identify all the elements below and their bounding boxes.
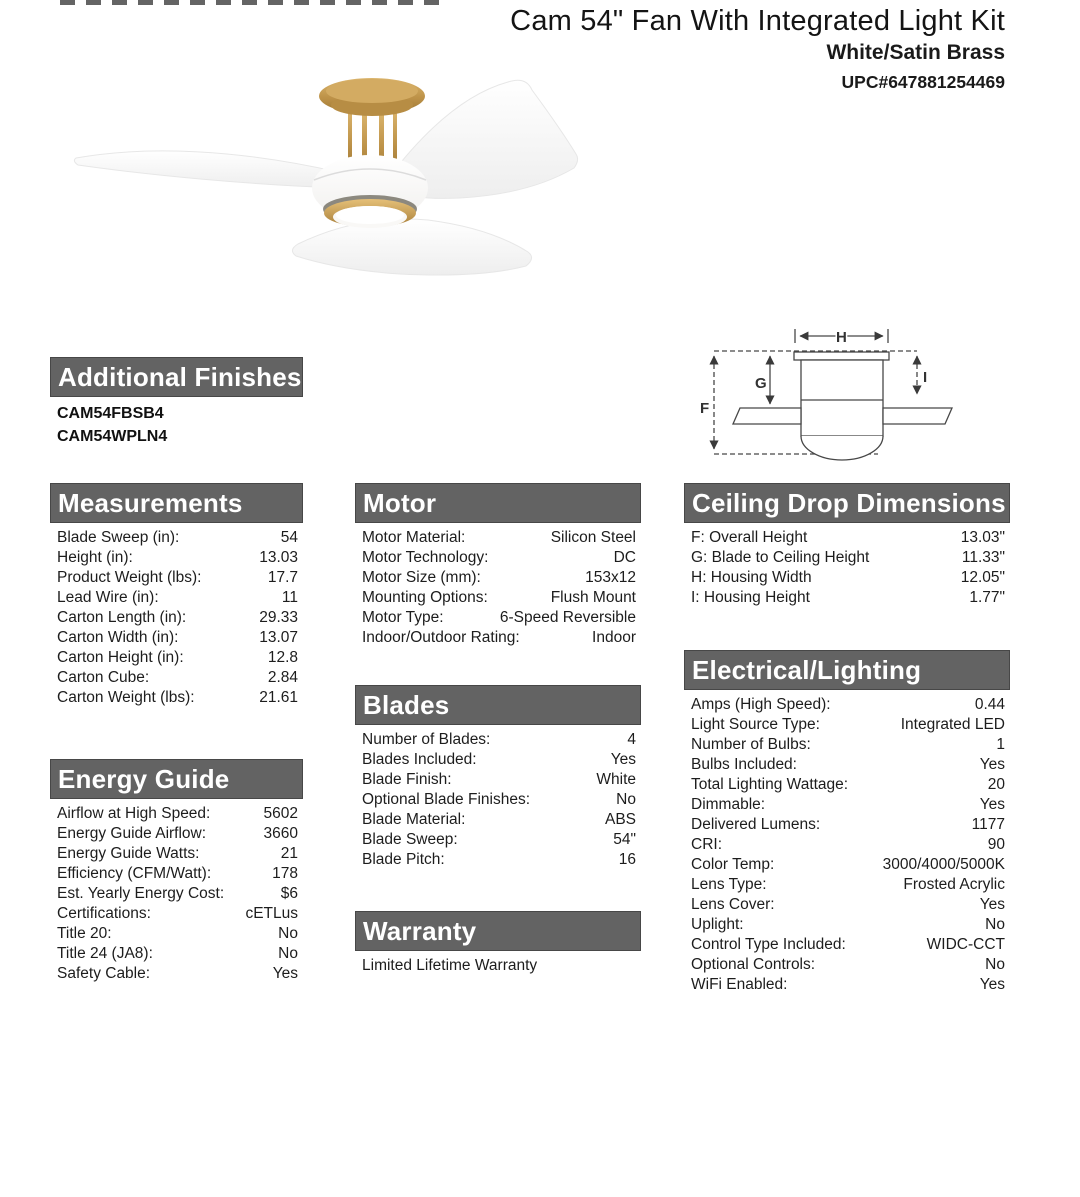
diagram-label-i: I bbox=[923, 369, 928, 386]
spec-value: 29.33 bbox=[259, 609, 298, 626]
section-header-measurements bbox=[50, 483, 303, 523]
spec-value: 11 bbox=[281, 589, 298, 606]
spec-row bbox=[57, 648, 298, 668]
spec-row bbox=[57, 944, 298, 964]
spec-value: WIDC-CCT bbox=[926, 936, 1005, 953]
fan-canopy bbox=[319, 78, 425, 116]
product-upc: UPC#647881254469 bbox=[841, 72, 1005, 93]
product-photo-fan bbox=[60, 58, 580, 278]
spec-label: Total Lighting Wattage: bbox=[691, 776, 849, 793]
ceiling-drop-diagram bbox=[690, 316, 1000, 466]
spec-label: Motor Technology: bbox=[362, 549, 489, 566]
product-title: Cam 54" Fan With Integrated Light Kit bbox=[510, 5, 1005, 37]
spec-label: Uplight: bbox=[691, 916, 744, 933]
spec-value: Flush Mount bbox=[550, 589, 636, 606]
spec-row bbox=[691, 775, 1005, 795]
spec-label: Delivered Lumens: bbox=[691, 816, 821, 833]
spec-value: Yes bbox=[979, 796, 1005, 813]
spec-label: F: Overall Height bbox=[691, 529, 808, 546]
spec-label: H: Housing Width bbox=[691, 569, 812, 586]
spec-row bbox=[57, 804, 298, 824]
spec-label: Mounting Options: bbox=[362, 589, 488, 606]
section-energy-guide bbox=[50, 759, 303, 984]
spec-row bbox=[362, 628, 636, 648]
section-warranty bbox=[355, 911, 641, 976]
spec-row bbox=[57, 964, 298, 984]
spec-row bbox=[691, 755, 1005, 775]
section-header-motor bbox=[355, 483, 641, 523]
spec-row bbox=[57, 884, 298, 904]
spec-row bbox=[691, 528, 1005, 548]
spec-row bbox=[57, 864, 298, 884]
section-motor bbox=[355, 483, 641, 648]
spec-value: 4 bbox=[627, 731, 636, 748]
diagram-label-h: H bbox=[836, 329, 847, 346]
section-additional-finishes bbox=[50, 357, 303, 448]
spec-row bbox=[691, 955, 1005, 975]
spec-row bbox=[57, 548, 298, 568]
spec-row bbox=[691, 735, 1005, 755]
blades-table bbox=[355, 730, 641, 870]
spec-label: Blade Sweep (in): bbox=[57, 529, 180, 546]
spec-label: Dimmable: bbox=[691, 796, 766, 813]
spec-value: 5602 bbox=[263, 805, 298, 822]
spec-label: Blades Included: bbox=[362, 751, 477, 768]
motor-table bbox=[355, 528, 641, 648]
spec-label: Amps (High Speed): bbox=[691, 696, 831, 713]
section-title: Blades bbox=[363, 689, 450, 720]
spec-label: Carton Cube: bbox=[57, 669, 150, 686]
title-block bbox=[510, 5, 1005, 93]
section-header-blades bbox=[355, 685, 641, 725]
spec-value: 90 bbox=[987, 836, 1005, 853]
spec-row bbox=[57, 608, 298, 628]
section-title: Motor bbox=[363, 487, 437, 518]
spec-label: Motor Type: bbox=[362, 609, 444, 626]
spec-row bbox=[691, 715, 1005, 735]
spec-label: Lead Wire (in): bbox=[57, 589, 159, 606]
section-ceiling-drop-dimensions bbox=[684, 483, 1010, 608]
spec-value: Yes bbox=[979, 896, 1005, 913]
spec-label: Motor Material: bbox=[362, 529, 466, 546]
spec-value: 16 bbox=[618, 851, 636, 868]
additional-finishes-list bbox=[50, 402, 303, 448]
spec-row bbox=[691, 815, 1005, 835]
spec-label: Blade Material: bbox=[362, 811, 466, 828]
spec-label: Carton Weight (lbs): bbox=[57, 689, 195, 706]
spec-label: Title 24 (JA8): bbox=[57, 945, 153, 962]
spec-row bbox=[362, 588, 636, 608]
spec-label: I: Housing Height bbox=[691, 589, 810, 606]
spec-value: 13.03 bbox=[259, 549, 298, 566]
section-header-warranty bbox=[355, 911, 641, 951]
spec-value: 1.77" bbox=[969, 589, 1005, 606]
spec-row bbox=[57, 688, 298, 708]
spec-label: Indoor/Outdoor Rating: bbox=[362, 629, 520, 646]
list-line: CAM54FBSB4 bbox=[57, 405, 164, 422]
spec-label: Energy Guide Airflow: bbox=[57, 825, 207, 842]
spec-row bbox=[362, 850, 636, 870]
section-header-energy-guide bbox=[50, 759, 303, 799]
spec-label: Lens Type: bbox=[691, 876, 767, 893]
section-title: Electrical/Lighting bbox=[692, 654, 922, 685]
spec-value: 2.84 bbox=[267, 669, 298, 686]
ceiling-drop-table bbox=[684, 528, 1010, 608]
spec-label: Optional Controls: bbox=[691, 956, 816, 973]
spec-value: 1 bbox=[996, 736, 1005, 753]
spec-label: Safety Cable: bbox=[57, 965, 151, 982]
spec-row bbox=[57, 528, 298, 548]
spec-value: 0.44 bbox=[974, 696, 1005, 713]
cropped-logo-fragment bbox=[60, 0, 442, 5]
spec-row bbox=[362, 568, 636, 588]
spec-label: Optional Blade Finishes: bbox=[362, 791, 531, 808]
fan-blade-lower bbox=[292, 219, 531, 275]
section-title: Ceiling Drop Dimensions bbox=[692, 487, 1006, 518]
spec-value: 1177 bbox=[971, 816, 1005, 833]
spec-value: 13.03" bbox=[960, 529, 1005, 546]
spec-value: 20 bbox=[987, 776, 1005, 793]
spec-value: Yes bbox=[979, 976, 1005, 993]
section-header-additional-finishes bbox=[50, 357, 303, 397]
spec-value: No bbox=[985, 956, 1005, 973]
spec-value: 11.33" bbox=[961, 549, 1005, 566]
section-header-electrical-lighting bbox=[684, 650, 1010, 690]
fan-blade-left bbox=[74, 151, 342, 188]
spec-row bbox=[57, 924, 298, 944]
spec-row bbox=[691, 915, 1005, 935]
spec-label: Carton Height (in): bbox=[57, 649, 184, 666]
spec-row bbox=[57, 568, 298, 588]
spec-label: Motor Size (mm): bbox=[362, 569, 481, 586]
spec-row bbox=[362, 548, 636, 568]
spec-label: Bulbs Included: bbox=[691, 756, 797, 773]
spec-value: Yes bbox=[610, 751, 636, 768]
spec-label: Certifications: bbox=[57, 905, 151, 922]
spec-label: Blade Sweep: bbox=[362, 831, 458, 848]
spec-row bbox=[362, 730, 636, 750]
spec-value: 6-Speed Reversible bbox=[499, 609, 636, 626]
list-line: CAM54WPLN4 bbox=[57, 428, 168, 445]
measurements-table bbox=[50, 528, 303, 708]
spec-value: No bbox=[278, 925, 298, 942]
spec-row bbox=[57, 628, 298, 648]
spec-value: 54" bbox=[613, 831, 636, 848]
section-title: Measurements bbox=[58, 487, 243, 518]
spec-row bbox=[362, 830, 636, 850]
spec-row bbox=[57, 668, 298, 688]
spec-row bbox=[362, 790, 636, 810]
spec-label: Efficiency (CFM/Watt): bbox=[57, 865, 212, 882]
spec-label: Number of Blades: bbox=[362, 731, 491, 748]
spec-value: $6 bbox=[280, 885, 298, 902]
spec-row bbox=[57, 824, 298, 844]
spec-value: Indoor bbox=[592, 629, 636, 646]
spec-value: cETLus bbox=[245, 905, 298, 922]
spec-value: 17.7 bbox=[267, 569, 298, 586]
spec-row bbox=[362, 608, 636, 628]
spec-value: DC bbox=[613, 549, 636, 566]
spec-value: 178 bbox=[272, 865, 298, 882]
spec-label: Light Source Type: bbox=[691, 716, 820, 733]
spec-value: 12.05" bbox=[960, 569, 1005, 586]
spec-row bbox=[691, 835, 1005, 855]
diagram-label-g: G bbox=[755, 375, 767, 392]
spec-value: 13.07 bbox=[259, 629, 298, 646]
spec-label: Carton Width (in): bbox=[57, 629, 179, 646]
spec-value: No bbox=[616, 791, 636, 808]
energy-guide-table bbox=[50, 804, 303, 984]
spec-value: Yes bbox=[272, 965, 298, 982]
spec-value: Integrated LED bbox=[900, 716, 1005, 733]
product-finish: White/Satin Brass bbox=[826, 41, 1005, 65]
spec-label: WiFi Enabled: bbox=[691, 976, 788, 993]
spec-row bbox=[691, 855, 1005, 875]
spec-label: Title 20: bbox=[57, 925, 112, 942]
spec-value: 12.8 bbox=[267, 649, 298, 666]
spec-label: Control Type Included: bbox=[691, 936, 846, 953]
spec-row bbox=[691, 935, 1005, 955]
spec-value: White bbox=[596, 771, 636, 788]
list-line: Limited Lifetime Warranty bbox=[362, 957, 538, 974]
spec-label: Lens Cover: bbox=[691, 896, 775, 913]
spec-label: Color Temp: bbox=[691, 856, 775, 873]
spec-value: No bbox=[278, 945, 298, 962]
section-blades bbox=[355, 685, 641, 870]
spec-value: 153x12 bbox=[585, 569, 636, 586]
spec-value: Frosted Acrylic bbox=[903, 876, 1005, 893]
diagram-label-f: F bbox=[700, 400, 710, 417]
spec-label: Carton Length (in): bbox=[57, 609, 187, 626]
spec-value: ABS bbox=[604, 811, 636, 828]
section-header-ceiling-drop-dimensions bbox=[684, 483, 1010, 523]
spec-row bbox=[362, 770, 636, 790]
section-title: Energy Guide bbox=[58, 763, 230, 794]
spec-value: 3660 bbox=[263, 825, 298, 842]
spec-value: 54 bbox=[280, 529, 298, 546]
spec-value: Yes bbox=[979, 756, 1005, 773]
spec-row bbox=[691, 795, 1005, 815]
spec-row bbox=[362, 528, 636, 548]
section-title: Warranty bbox=[363, 915, 477, 946]
section-measurements bbox=[50, 483, 303, 708]
spec-value: 21 bbox=[280, 845, 298, 862]
spec-row bbox=[691, 875, 1005, 895]
spec-label: Number of Bulbs: bbox=[691, 736, 811, 753]
spec-label: Height (in): bbox=[57, 549, 133, 566]
electrical-table bbox=[684, 695, 1010, 995]
spec-value: 21.61 bbox=[259, 689, 298, 706]
spec-row bbox=[57, 844, 298, 864]
warranty-text bbox=[355, 956, 641, 976]
spec-row bbox=[691, 895, 1005, 915]
spec-label: G: Blade to Ceiling Height bbox=[691, 549, 870, 566]
spec-label: Airflow at High Speed: bbox=[57, 805, 211, 822]
spec-label: Energy Guide Watts: bbox=[57, 845, 200, 862]
spec-label: Est. Yearly Energy Cost: bbox=[57, 885, 225, 902]
spec-value: 3000/4000/5000K bbox=[882, 856, 1005, 873]
spec-row bbox=[691, 548, 1005, 568]
spec-label: Product Weight (lbs): bbox=[57, 569, 202, 586]
spec-row bbox=[691, 568, 1005, 588]
spec-row bbox=[57, 588, 298, 608]
spec-label: CRI: bbox=[691, 836, 722, 853]
spec-row bbox=[362, 810, 636, 830]
spec-row bbox=[691, 695, 1005, 715]
spec-row bbox=[691, 975, 1005, 995]
section-electrical-lighting bbox=[684, 650, 1010, 995]
spec-row bbox=[691, 588, 1005, 608]
spec-label: Blade Finish: bbox=[362, 771, 452, 788]
spec-row bbox=[362, 750, 636, 770]
spec-value: No bbox=[985, 916, 1005, 933]
section-title: Additional Finishes bbox=[58, 361, 302, 392]
spec-value: Silicon Steel bbox=[550, 529, 636, 546]
spec-row bbox=[57, 904, 298, 924]
spec-label: Blade Pitch: bbox=[362, 851, 445, 868]
